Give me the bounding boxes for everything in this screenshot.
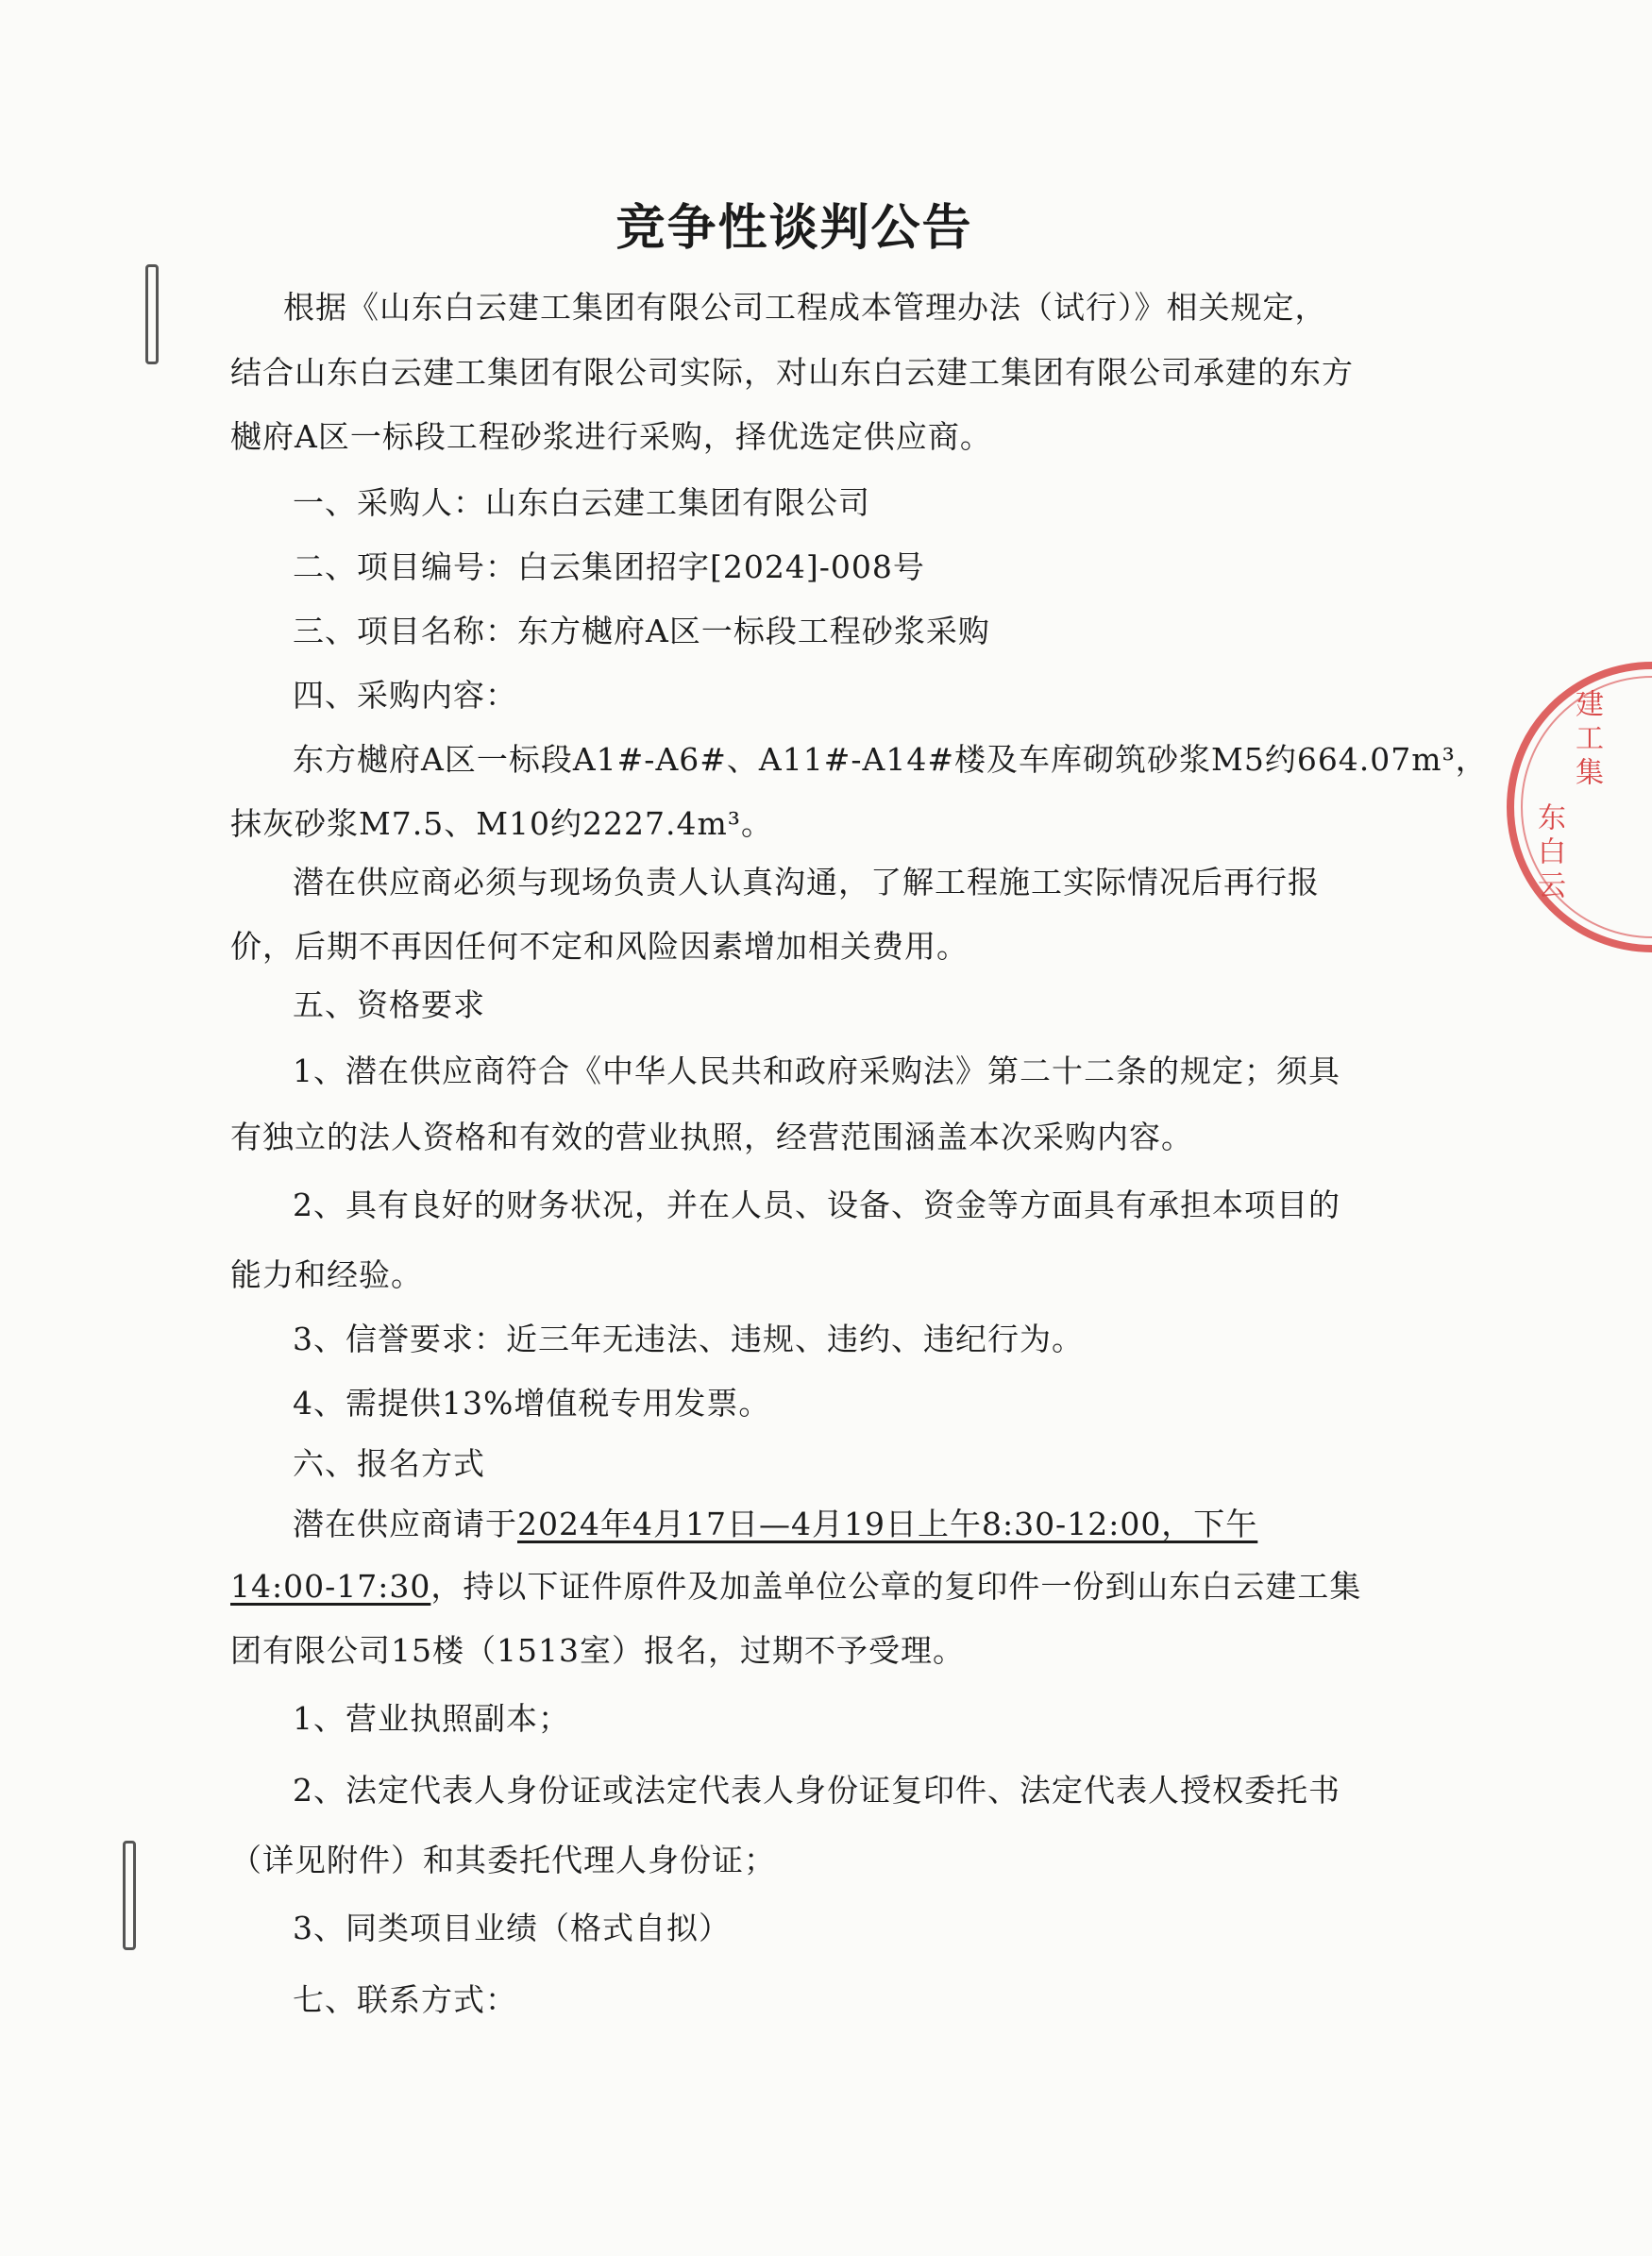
registration-line-1-prefix: 潜在供应商请于 bbox=[293, 1506, 517, 1542]
staple-bottom bbox=[123, 1841, 136, 1950]
seal-text-lower: 东白云 bbox=[1532, 802, 1565, 904]
registration-heading: 六、报名方式 bbox=[293, 1445, 485, 1482]
document-item-1: 1、营业执照副本； bbox=[293, 1700, 570, 1737]
registration-line-2 bbox=[230, 1567, 1361, 1607]
intro-line-2: 结合山东白云建工集团有限公司实际，对山东白云建工集团有限公司承建的东方 bbox=[230, 354, 1354, 391]
intro-line-1: 根据《山东白云建工集团有限公司工程成本管理办法（试行）》相关规定， bbox=[283, 289, 1327, 326]
document-item-2: 2、法定代表人身份证或法定代表人身份证复印件、法定代表人授权委托书 bbox=[293, 1772, 1340, 1809]
staple-top bbox=[145, 264, 159, 364]
contact-heading: 七、联系方式： bbox=[293, 1981, 517, 2018]
registration-line-2-text: ，持以下证件原件及加盖单位公章的复印件一份到山东白云建工集 bbox=[430, 1568, 1362, 1605]
qualification-item-3: 3、信誉要求：近三年无违法、违规、违约、违纪行为。 bbox=[293, 1321, 1084, 1357]
seal-text-upper: 建工集 bbox=[1570, 689, 1603, 791]
project-name: 三、项目名称：东方樾府A区一标段工程砂浆采购 bbox=[293, 613, 990, 649]
qualification-item-4: 4、需提供13%增值税专用发票。 bbox=[293, 1385, 771, 1422]
document-title: 竞争性谈判公告 bbox=[615, 199, 973, 257]
qualification-item-2: 2、具有良好的财务状况，并在人员、设备、资金等方面具有承担本项目的 bbox=[293, 1187, 1340, 1223]
qualification-item-2-cont: 能力和经验。 bbox=[230, 1256, 423, 1293]
qualification-item-1: 1、潜在供应商符合《中华人民共和政府采购法》第二十二条的规定；须具 bbox=[293, 1052, 1340, 1089]
registration-period: 2024年4月17日—4月19日上午8:30-12:00，下午 bbox=[517, 1506, 1258, 1542]
purchaser: 一、采购人：山东白云建工集团有限公司 bbox=[293, 484, 870, 521]
procurement-content-1: 东方樾府A区一标段A1#-A6#、A11#-A14#楼及车库砌筑砂浆M5约664.07m³， bbox=[293, 741, 1488, 778]
qualification-item-1-cont: 有独立的法人资格和有效的营业执照，经营范围涵盖本次采购内容。 bbox=[230, 1119, 1193, 1155]
registration-line-3: 团有限公司15楼（1513室）报名，过期不予受理。 bbox=[230, 1632, 965, 1669]
qualification-heading: 五、资格要求 bbox=[293, 986, 485, 1023]
registration-afternoon-hours: 14:00-17:30 bbox=[230, 1568, 431, 1605]
project-number: 二、项目编号：白云集团招字[2024]-008号 bbox=[293, 548, 925, 585]
company-seal bbox=[1473, 651, 1652, 963]
document-item-2-cont: （详见附件）和其委托代理人身份证； bbox=[230, 1842, 776, 1878]
document-item-3: 3、同类项目业绩（格式自拟） bbox=[293, 1910, 731, 1946]
notice-line-1: 潜在供应商必须与现场负责人认真沟通，了解工程施工实际情况后再行报 bbox=[293, 864, 1320, 901]
procurement-heading: 四、采购内容： bbox=[293, 677, 517, 714]
registration-line-1 bbox=[293, 1505, 1257, 1544]
procurement-content-2: 抹灰砂浆M7.5、M10约2227.4m³。 bbox=[230, 805, 774, 842]
notice-line-2: 价，后期不再因任何不定和风险因素增加相关费用。 bbox=[230, 928, 969, 965]
intro-line-3: 樾府A区一标段工程砂浆进行采购，择优选定供应商。 bbox=[230, 418, 992, 455]
